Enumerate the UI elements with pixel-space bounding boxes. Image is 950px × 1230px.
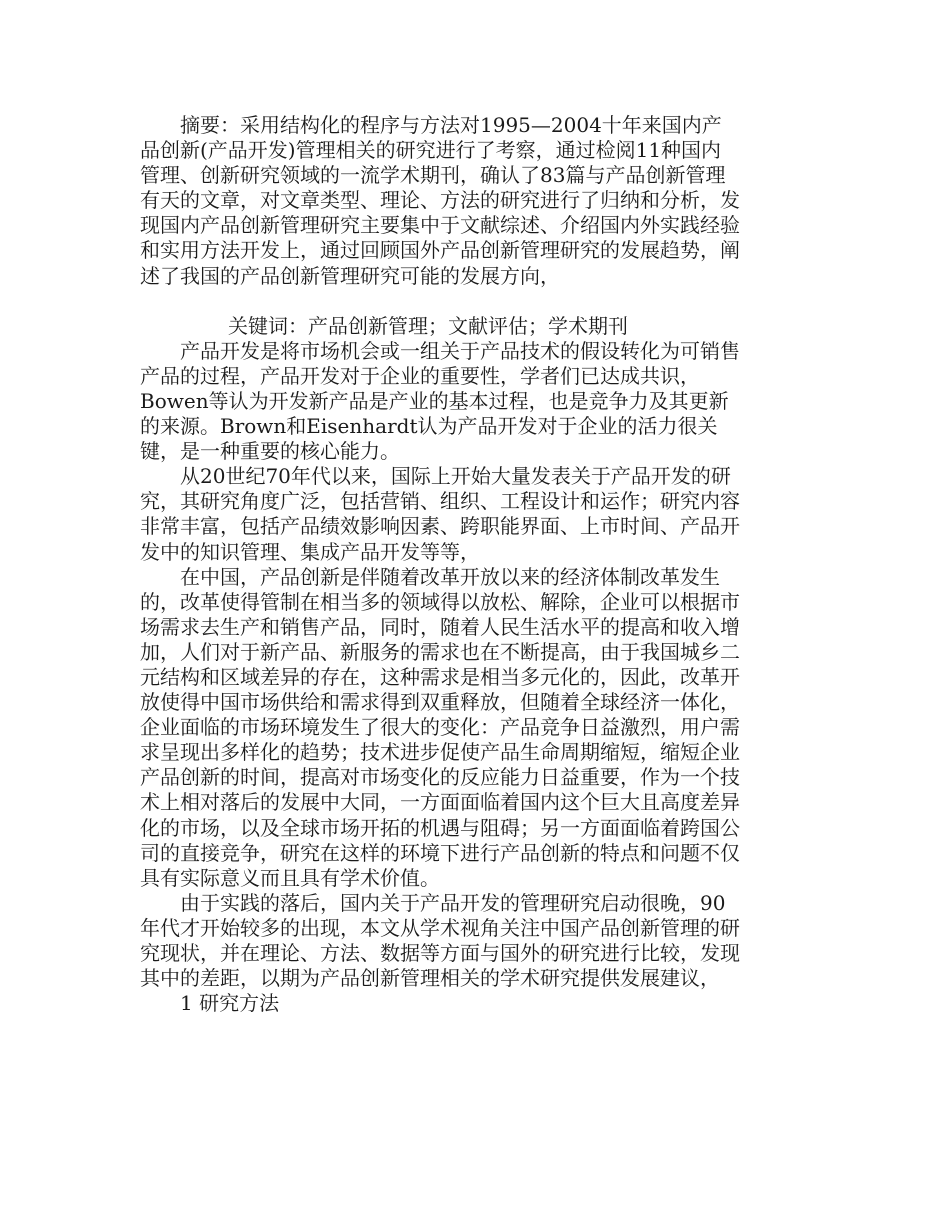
section-heading: 1 研究方法 <box>180 991 280 1016</box>
document-body <box>140 113 740 1016</box>
body-paragraph-2: 从20世纪70年代以来，国际上开始大量发表关于产品开发的研究，其研究角度广泛，包括营销、组织、工程设计和运作；研究内容非常丰富，包括产品绩效影响因素、跨职能界面、上市时间、产品开发中的知识管理、集成产品开发等等， <box>140 464 740 564</box>
keywords-line: 关键词：产品创新管理；文献评估；学术期刊 <box>228 313 628 338</box>
abstract-paragraph: 摘要：采用结构化的程序与方法对1995—2004十年来国内产品创新(产品开发)管理相关的研究进行了考察，通过检阅11种国内管理、创新研究领域的一流学术期刊，确认了83篇与产品创新管理有天的文章，对文章类型、理论、方法的研究进行了归纳和分析，发现国内产品创新管理研究主要集中于文献综述、介绍国内外实践经验和实用方法开发上，通过回顾国外产品创新管理研究的发展趋势，阐述了我国的产品创新管理研究可能的发展方向， <box>140 113 740 288</box>
body-paragraph-3: 在中国，产品创新是伴随着改革开放以来的经济体制改革发生的，改革使得管制在相当多的领域得以放松、解除，企业可以根据市场需求去生产和销售产品，同时，随着人民生活水平的提高和收入增加，人们对于新产品、新服务的需求也在不断提高，由于我国城乡二元结构和区域差异的存在，这种需求是相当多元化的，因此，改革开放使得中国市场供给和需求得到双重释放，但随着全球经济一体化，企业面临的市场环境发生了很大的变化：产品竞争日益激烈，用户需求呈现出多样化的趋势；技术进步促使产品生命周期缩短，缩短企业产品创新的时间，提高对市场变化的反应能力日益重要，作为一个技术上相对落后的发展中大同，一方面面临着国内这个巨大且高度差异化的市场，以及全球市场开拓的机遇与阻碍；另一方面面临着跨国公司的直接竞争，研究在这样的环境下进行产品创新的特点和问题不仅具有实际意义而且具有学术价值。 <box>140 564 740 890</box>
body-paragraph-1: 产品开发是将市场机会或一组关于产品技术的假设转化为可销售产品的过程，产品开发对于企业的重要性，学者们已达成共识，Bowen等认为开发新产品是产业的基本过程，也是竞争力及其更新的来源。Brown和Eisenhardt认为产品开发对于企业的活力很关键，是一种重要的核心能力。 <box>140 338 740 464</box>
body-paragraph-4: 由于实践的落后，国内关于产品开发的管理研究启动很晚，90年代才开始较多的出现，本文从学术视角关注中国产品创新管理的研究现状，并在理论、方法、数据等方面与国外的研究进行比较，发现其中的差距，以期为产品创新管理相关的学术研究提供发展建议， <box>140 890 740 991</box>
